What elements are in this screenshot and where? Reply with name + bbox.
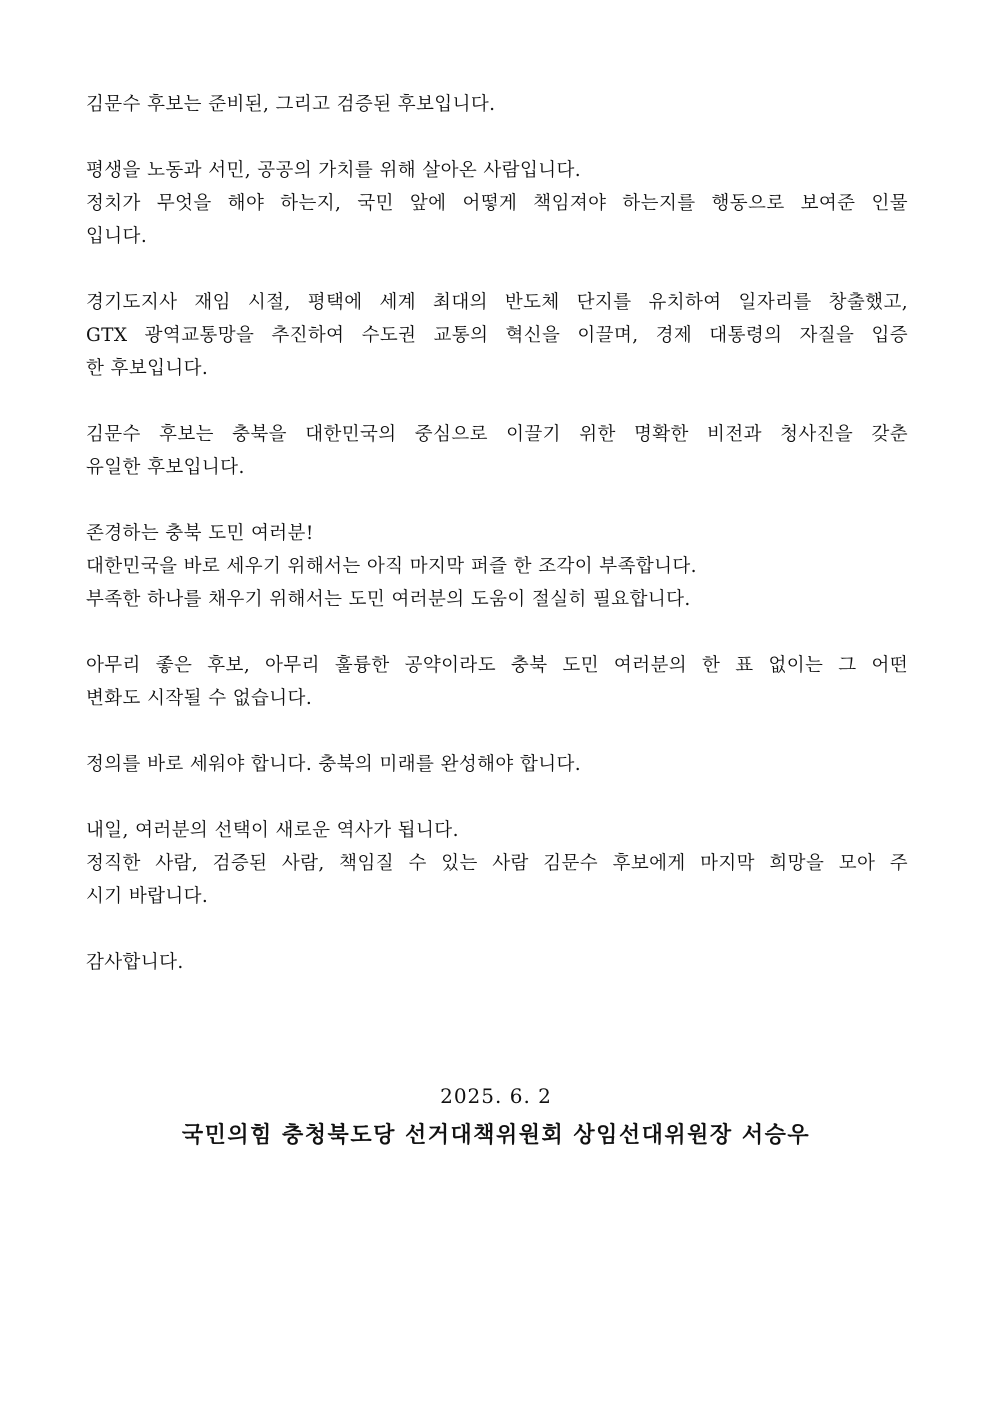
text-line: 부족한 하나를 채우기 위해서는 도민 여러분의 도움이 절실히 필요합니다. (86, 589, 691, 610)
text-line: 김문수 후보는 준비된, 그리고 검증된 후보입니다. (86, 94, 496, 115)
paragraph (86, 88, 908, 121)
text-line: 변화도 시작될 수 없습니다. (86, 688, 313, 709)
text-line: 내일, 여러분의 선택이 새로운 역사가 됩니다. (86, 820, 459, 841)
paragraph (86, 517, 908, 616)
text-line: 김문수 후보는 충북을 대한민국의 중심으로 이끌기 위한 명확한 비전과 청사진을 갖춘 (86, 424, 908, 445)
text-line: 아무리 좋은 후보, 아무리 훌륭한 공약이라도 충북 도민 여러분의 한 표 없이는 그 어떤 (86, 655, 908, 676)
text-line: 정의를 바로 세워야 합니다. 충북의 미래를 완성해야 합니다. (86, 754, 582, 775)
text-line: 감사합니다. (86, 952, 184, 973)
paragraph (86, 154, 908, 253)
paragraph (86, 946, 908, 979)
paragraph (86, 814, 908, 913)
text-line: 정직한 사람, 검증된 사람, 책임질 수 있는 사람 김문수 후보에게 마지막 희망을 모아 주 (86, 853, 908, 874)
text-line: 존경하는 충북 도민 여러분! (86, 523, 314, 544)
paragraph (86, 748, 908, 781)
paragraph (86, 649, 908, 715)
statement-date: 2025. 6. 2 (440, 1084, 552, 1108)
text-line: GTX 광역교통망을 추진하여 수도권 교통의 혁신을 이끌며, 경제 대통령의 자질을 입증 (86, 325, 908, 346)
text-line: 경기도지사 재임 시절, 평택에 세계 최대의 반도체 단지를 유치하여 일자리를 창출했고, (86, 292, 908, 313)
text-line: 대한민국을 바로 세우기 위해서는 아직 마지막 퍼즐 한 조각이 부족합니다. (86, 556, 697, 577)
text-line: 한 후보입니다. (86, 358, 209, 379)
statement-body (86, 88, 908, 1012)
text-line: 정치가 무엇을 해야 하는지, 국민 앞에 어떻게 책임져야 하는지를 행동으로 보여준 인물 (86, 193, 908, 214)
text-line: 평생을 노동과 서민, 공공의 가치를 위해 살아온 사람입니다. (86, 160, 582, 181)
paragraph (86, 418, 908, 484)
text-line: 시기 바랍니다. (86, 886, 209, 907)
paragraph (86, 286, 908, 385)
signature-line: 국민의힘 충청북도당 선거대책위원회 상임선대위원장 서승우 (181, 1122, 811, 1148)
text-line: 입니다. (86, 226, 148, 247)
text-line: 유일한 후보입니다. (86, 457, 245, 478)
